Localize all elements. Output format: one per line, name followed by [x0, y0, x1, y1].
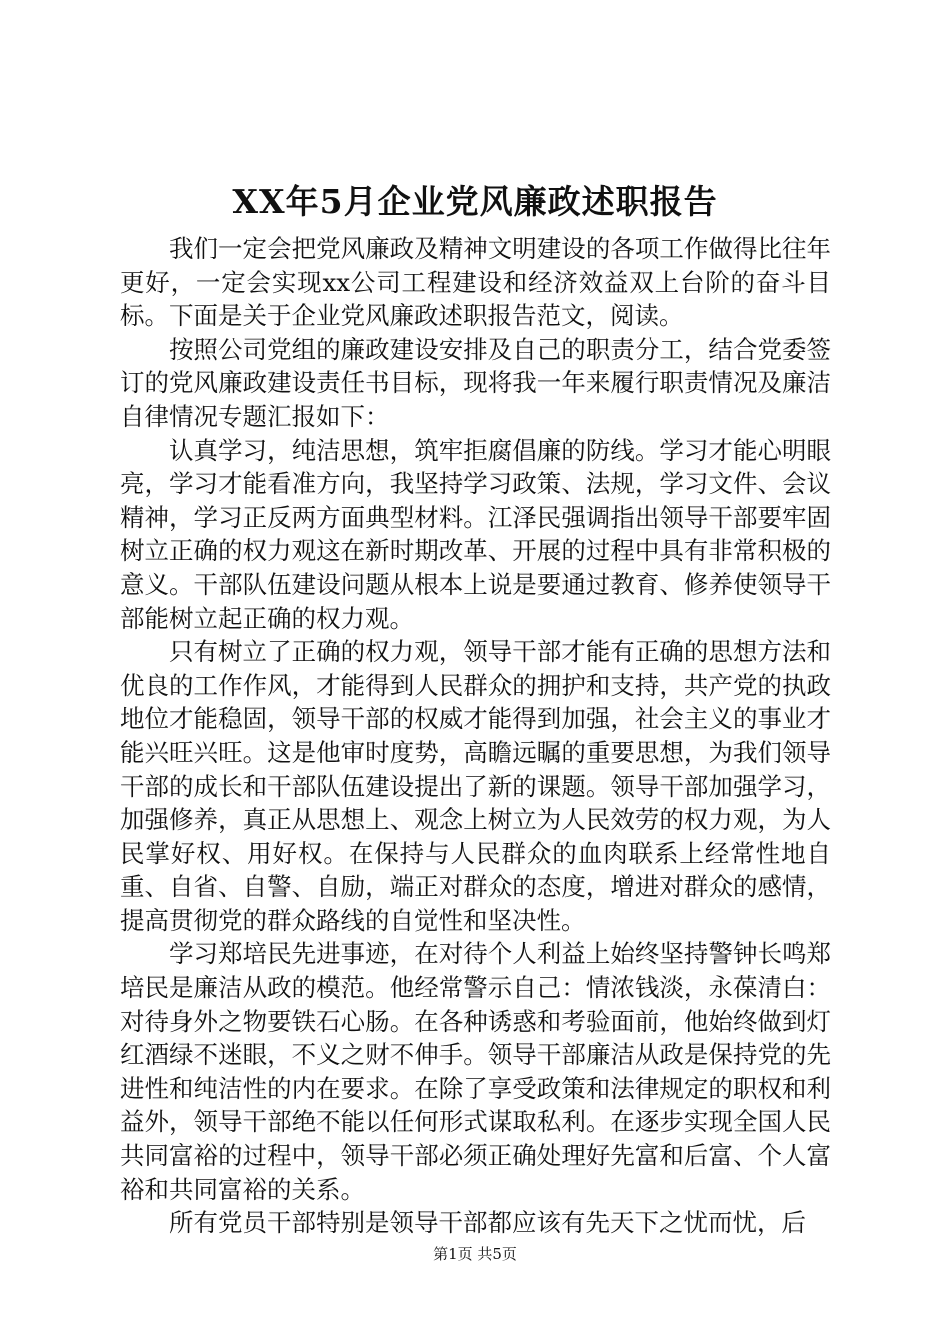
paragraph: 我们一定会把党风廉政及精神文明建设的各项工作做得比往年更好，一定会实现xx公司工程建设和经济效益双上台阶的奋斗目标。下面是关于企业党风廉政述职报告范文，阅读。	[120, 234, 831, 331]
paragraph: 只有树立了正确的权力观，领导干部才能有正确的思想方法和优良的工作作风，才能得到人民群众的拥护和支持，共产党的执政地位才能稳固，领导干部的权威才能得到加强，社会主义的事业才能兴旺兴旺。这是他审时度势，高瞻远瞩的重要思想，为我们领导干部的成长和干部队伍建设提出了新的课题。领导干部加强学习，加强修养，真正从思想上、观念上树立为人民效劳的权力观，为人民掌好权、用好权。在保持与人民群众的血肉联系上经常性地自重、自省、自警、自励，端正对群众的态度，增进对群众的感情，提高贯彻党的群众路线的自觉性和坚决性。	[120, 637, 831, 935]
page-footer: 第1页 共5页	[433, 1245, 517, 1263]
document-title: XX年5月企业党风廉政述职报告	[232, 182, 718, 221]
paragraph: 学习郑培民先进事迹，在对待个人利益上始终坚持警钟长鸣郑培民是廉洁从政的模范。他经常警示自己：情浓钱淡，永葆清白：对待身外之物要铁石心肠。在各种诱惑和考验面前，他始终做到灯红酒绿不迷眼，不义之财不伸手。领导干部廉洁从政是保持党的先进性和纯洁性的内在要求。在除了享受政策和法律规定的职权和利益外，领导干部绝不能以任何形式谋取私利。在逐步实现全国人民共同富裕的过程中，领导干部必须正确处理好先富和后富、个人富裕和共同富裕的关系。	[120, 939, 831, 1204]
paragraph: 认真学习，纯洁思想，筑牢拒腐倡廉的防线。学习才能心明眼亮，学习才能看准方向，我坚持学习政策、法规，学习文件、会议精神，学习正反两方面典型材料。江泽民强调指出领导干部要牢固树立正确的权力观这在新时期改革、开展的过程中具有非常积极的意义。干部队伍建设问题从根本上说是要通过教育、修养使领导干部能树立起正确的权力观。	[120, 435, 831, 633]
paragraph: 按照公司党组的廉政建设安排及自己的职责分工，结合党委签订的党风廉政建设责任书目标，现将我一年来履行职责情况及廉洁自律情况专题汇报如下：	[120, 334, 831, 431]
document-body	[120, 232, 831, 1240]
paragraph: 所有党员干部特别是领导干部都应该有先天下之忧而忧，后	[169, 1208, 806, 1238]
